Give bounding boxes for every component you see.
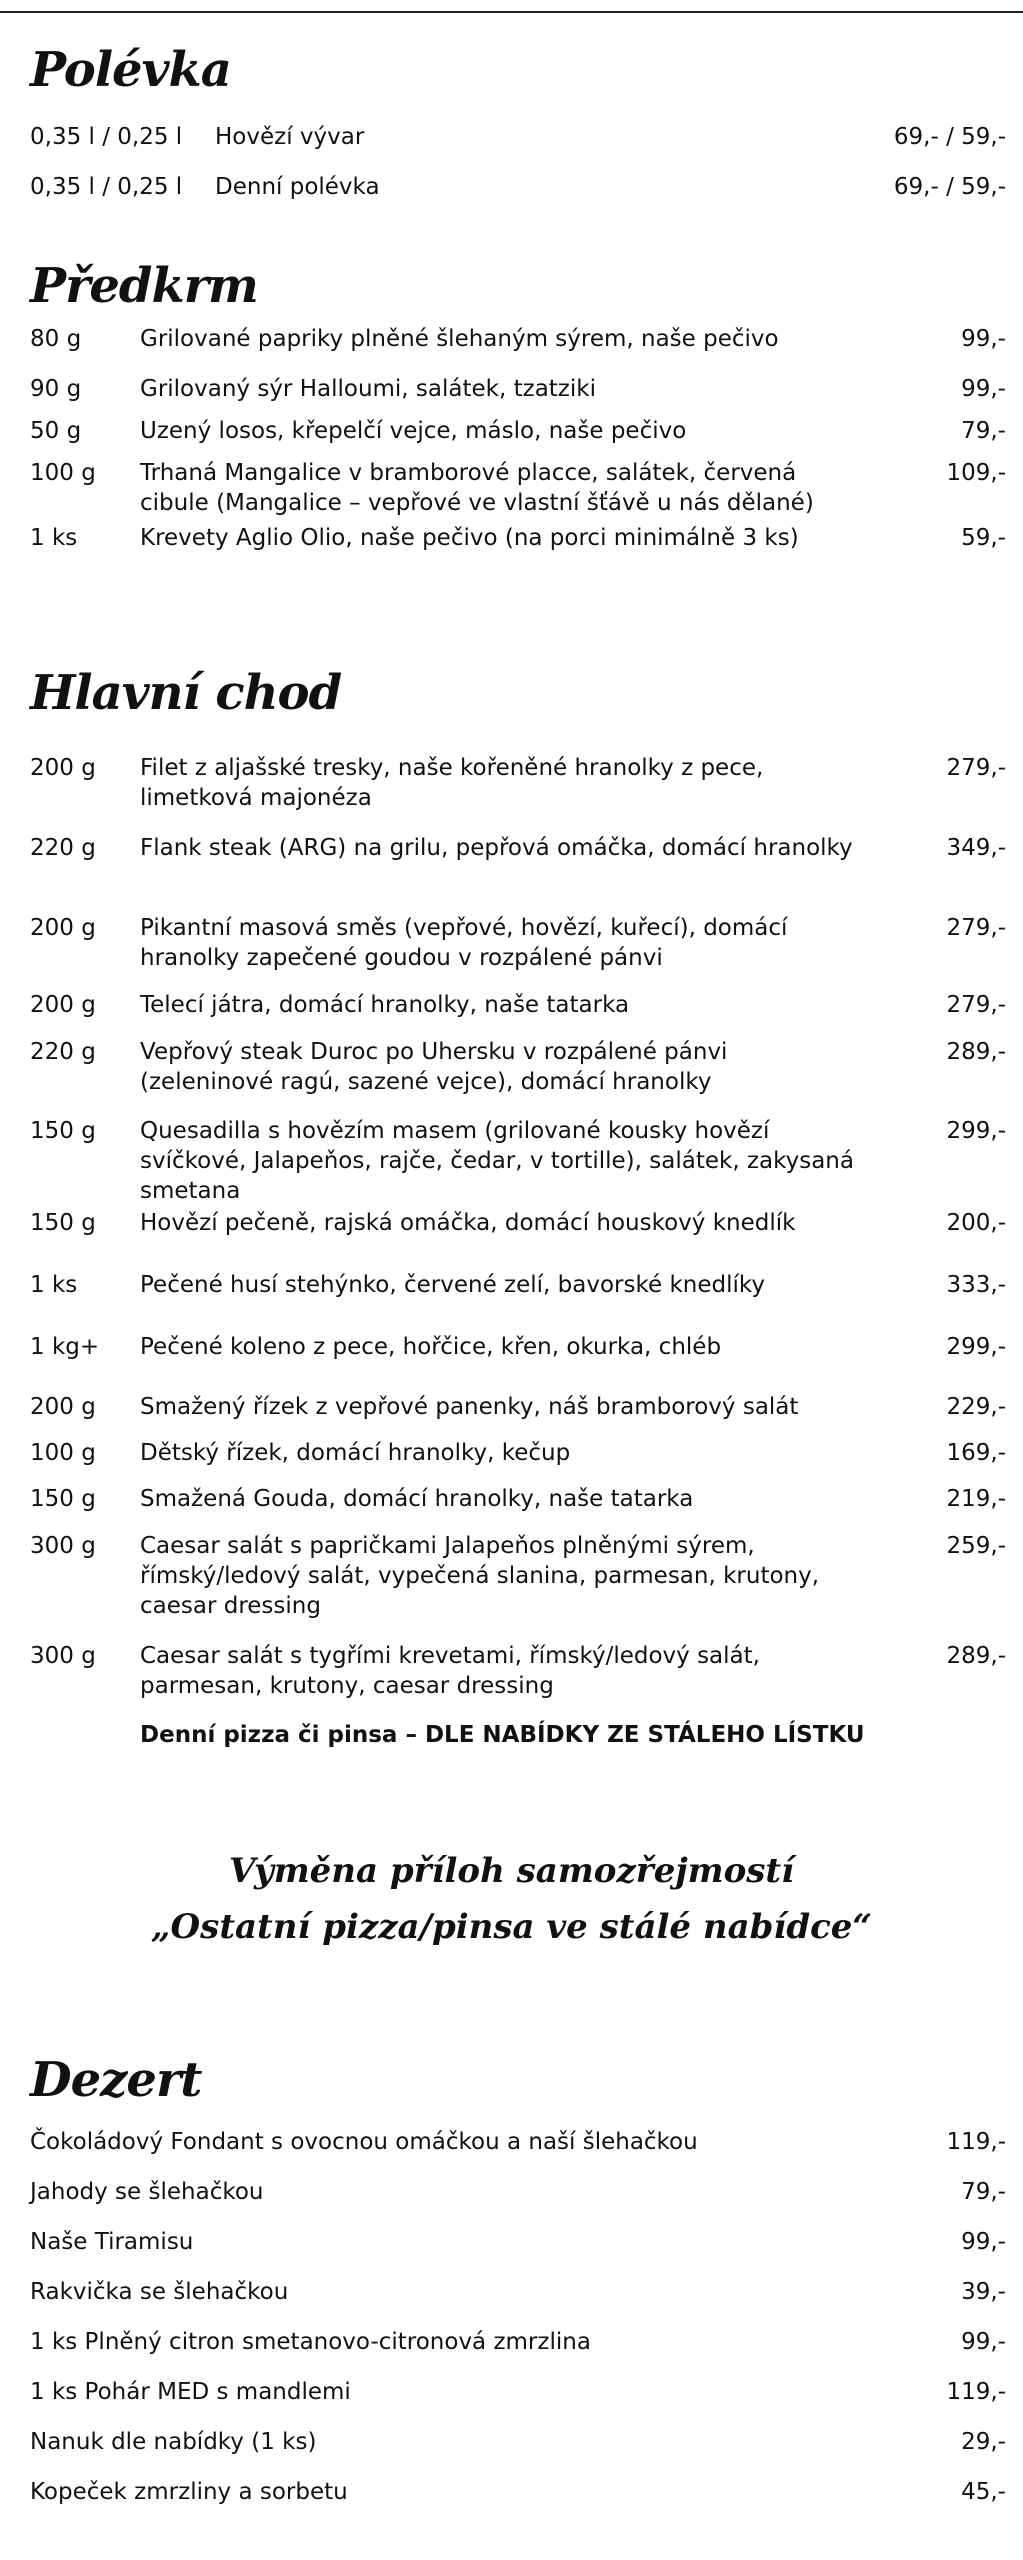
pizza-notice: „Ostatní pizza/pinsa ve stálé nabídce“ <box>151 1907 872 1947</box>
item-price: 299,- <box>946 1118 1006 1144</box>
item-name: Krevety Aglio Olio, naše pečivo (na porci minimálně 3 ks) <box>140 525 799 551</box>
item-price: 349,- <box>946 835 1006 861</box>
item-price: 229,- <box>946 1394 1006 1420</box>
item-name: Grilovaný sýr Halloumi, salátek, tzatziki <box>140 376 596 402</box>
item-price: 29,- <box>961 2429 1006 2455</box>
item-name: Čokoládový Fondant s ovocnou omáčkou a naší šlehačkou <box>30 2129 698 2155</box>
item-price: 289,- <box>946 1039 1006 1065</box>
item-price: 169,- <box>946 1440 1006 1466</box>
item-price: 99,- <box>961 376 1006 402</box>
item-qty: 200 g <box>30 755 96 781</box>
item-price: 39,- <box>961 2279 1006 2305</box>
item-name: Caesar salát s papričkami Jalapeňos plněnými sýrem, římský/ledový salát, vypečená slanina, parmesan, krutony, caesar dressing <box>140 1533 820 1619</box>
item-qty: 80 g <box>30 326 82 352</box>
daily-pizza-note: Denní pizza či pinsa – DLE NABÍDKY ZE STÁLEHO LÍSTKU <box>140 1722 865 1748</box>
item-qty: 90 g <box>30 376 82 402</box>
item-price: 79,- <box>961 2179 1006 2205</box>
item-name: Grilované papriky plněné šlehaným sýrem, naše pečivo <box>140 326 779 352</box>
item-name: Denní polévka <box>215 174 380 200</box>
starter-heading: Předkrm <box>30 258 258 314</box>
item-qty: 1 kg+ <box>30 1334 100 1360</box>
item-name: Caesar salát s tygřími krevetami, římský/ledový salát, parmesan, krutony, caesar dressing <box>140 1643 760 1699</box>
item-qty: 200 g <box>30 915 96 941</box>
item-qty: 200 g <box>30 992 96 1018</box>
item-qty: 100 g <box>30 460 96 486</box>
item-name: Kopeček zmrzliny a sorbetu <box>30 2479 348 2505</box>
item-name: Hovězí vývar <box>215 124 365 150</box>
item-qty: 100 g <box>30 1440 96 1466</box>
item-price: 279,- <box>946 992 1006 1018</box>
item-name: Uzený losos, křepelčí vejce, máslo, naše pečivo <box>140 418 687 444</box>
item-name: Jahody se šlehačkou <box>30 2179 264 2205</box>
item-price: 119,- <box>946 2379 1006 2405</box>
item-price: 99,- <box>961 2329 1006 2355</box>
item-name: 1 ks Plněný citron smetanovo-citronová zmrzlina <box>30 2329 591 2355</box>
item-name: Vepřový steak Duroc po Uhersku v rozpálené pánvi (zeleninové ragú, sazené vejce), domácí hranolky <box>140 1039 728 1095</box>
item-price: 79,- <box>961 418 1006 444</box>
item-name: Dětský řízek, domácí hranolky, kečup <box>140 1440 571 1466</box>
item-price: 109,- <box>946 460 1006 486</box>
item-name: Quesadilla s hovězím masem (grilované kousky hovězí svíčkové, Jalapeňos, rajče, čedar, v tortille), salátek, zakysaná smetana <box>140 1118 854 1204</box>
soup-heading: Polévka <box>30 42 231 98</box>
item-name: Naše Tiramisu <box>30 2229 194 2255</box>
item-name: Smažený řízek z vepřové panenky, náš bramborový salát <box>140 1394 799 1420</box>
item-price: 259,- <box>946 1533 1006 1559</box>
dessert-heading: Dezert <box>30 2052 202 2108</box>
item-qty: 200 g <box>30 1394 96 1420</box>
item-qty: 220 g <box>30 835 96 861</box>
item-qty: 150 g <box>30 1486 96 1512</box>
item-name: Trhaná Mangalice v bramborové placce, salátek, červená cibule (Mangalice – vepřové ve vlastní šťávě u nás dělané) <box>140 460 814 516</box>
item-qty: 300 g <box>30 1533 96 1559</box>
item-name: Rakvička se šlehačkou <box>30 2279 289 2305</box>
item-name: Hovězí pečeně, rajská omáčka, domácí houskový knedlík <box>140 1210 796 1236</box>
item-name: Telecí játra, domácí hranolky, naše tatarka <box>140 992 630 1018</box>
item-name: Pikantní masová směs (vepřové, hovězí, kuřecí), domácí hranolky zapečené goudou v rozpálené pánvi <box>140 915 788 971</box>
item-price: 299,- <box>946 1334 1006 1360</box>
item-name: Smažená Gouda, domácí hranolky, naše tatarka <box>140 1486 694 1512</box>
item-qty: 220 g <box>30 1039 96 1065</box>
item-price: 333,- <box>946 1272 1006 1298</box>
item-price: 279,- <box>946 915 1006 941</box>
item-qty: 150 g <box>30 1118 96 1144</box>
item-name: Filet z aljašské tresky, naše kořeněné hranolky z pece, limetková majonéza <box>140 755 764 811</box>
item-qty: 0,35 l / 0,25 l <box>30 174 183 200</box>
item-price: 59,- <box>961 525 1006 551</box>
item-qty: 0,35 l / 0,25 l <box>30 124 183 150</box>
item-name: Pečené koleno z pece, hořčice, křen, okurka, chléb <box>140 1334 722 1360</box>
item-price: 99,- <box>961 2229 1006 2255</box>
item-name: 1 ks Pohár MED s mandlemi <box>30 2379 351 2405</box>
side-dish-notice: Výměna příloh samozřejmostí <box>228 1851 795 1891</box>
item-name: Nanuk dle nabídky (1 ks) <box>30 2429 317 2455</box>
item-price: 99,- <box>961 326 1006 352</box>
item-price: 69,- / 59,- <box>893 174 1006 200</box>
item-qty: 1 ks <box>30 1272 78 1298</box>
item-price: 69,- / 59,- <box>893 124 1006 150</box>
item-name: Pečené husí stehýnko, červené zelí, bavorské knedlíky <box>140 1272 765 1298</box>
item-qty: 150 g <box>30 1210 96 1236</box>
item-price: 200,- <box>946 1210 1006 1236</box>
item-qty: 300 g <box>30 1643 96 1669</box>
item-qty: 1 ks <box>30 525 78 551</box>
top-rule <box>0 11 1023 13</box>
item-price: 279,- <box>946 755 1006 781</box>
item-name: Flank steak (ARG) na grilu, pepřová omáčka, domácí hranolky <box>140 835 853 861</box>
item-price: 289,- <box>946 1643 1006 1669</box>
item-price: 119,- <box>946 2129 1006 2155</box>
item-qty: 50 g <box>30 418 82 444</box>
item-price: 45,- <box>961 2479 1006 2505</box>
item-price: 219,- <box>946 1486 1006 1512</box>
main-heading: Hlavní chod <box>30 665 342 721</box>
